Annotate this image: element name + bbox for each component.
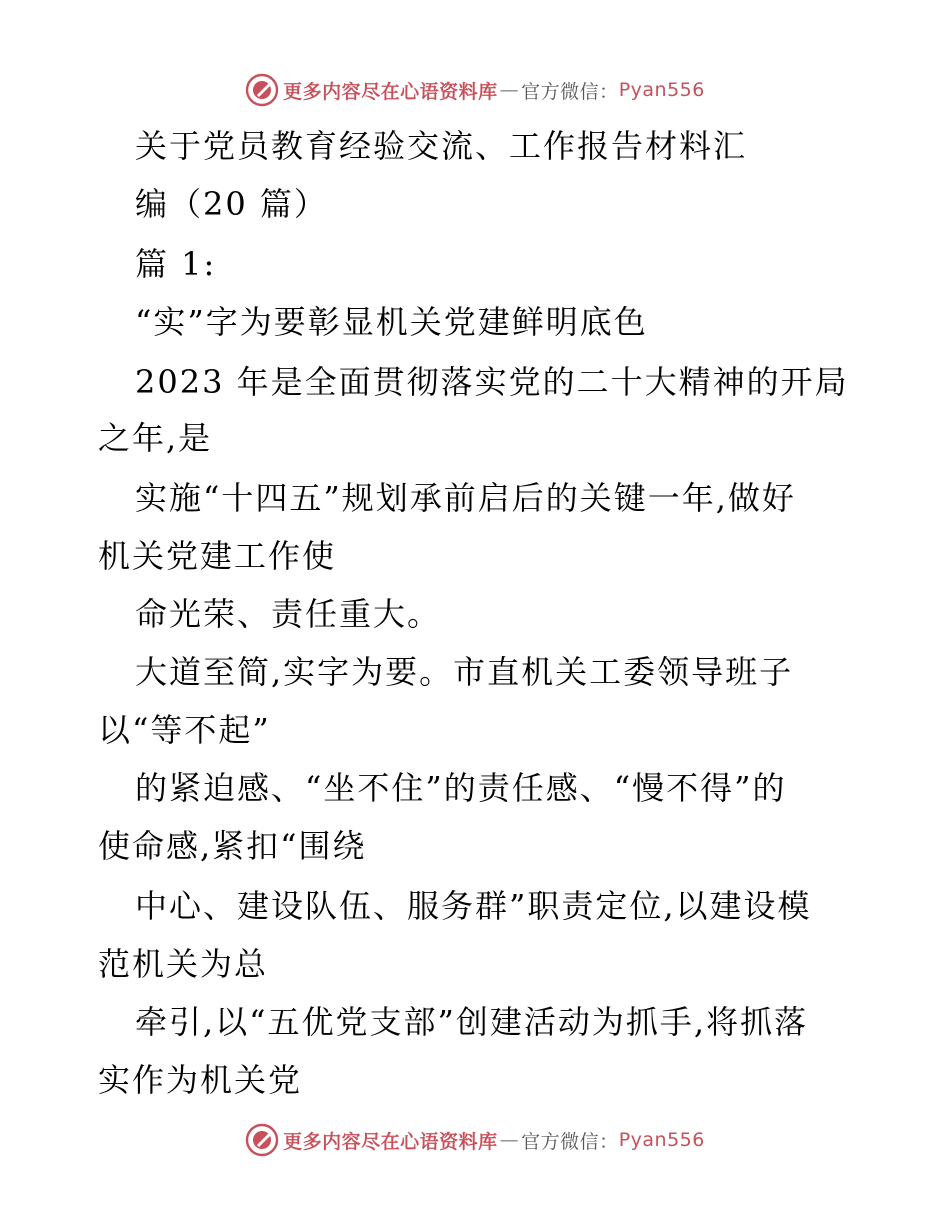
article-title: “实”字为要彰显机关党建鲜明底色 [135, 303, 648, 341]
banner-official-label: 官方微信： [521, 1130, 619, 1153]
paragraph-line: 命光荣、责任重大。 [135, 595, 442, 633]
paragraph-line: 实作为机关党 [98, 1061, 303, 1099]
banner-wechat-id: Pyan556 [618, 1129, 705, 1151]
doc-title-line-2: 编（20 篇） [135, 185, 328, 223]
banner-brand-text: 更多内容尽在心语资料库 [283, 1130, 498, 1153]
section-heading: 篇 1: [135, 245, 217, 283]
banner-brand-text: 更多内容尽在心语资料库 [283, 80, 498, 103]
paragraph-line: 使命感,紧扣“围绕 [98, 827, 367, 865]
paragraph-line: 机关党建工作使 [98, 537, 337, 575]
paragraph-line: 以“等不起” [98, 711, 271, 749]
pen-logo-icon [245, 73, 279, 107]
banner-official-label: 官方微信： [521, 80, 619, 103]
paragraph-line: 的紧迫感、“坐不住”的责任感、“慢不得”的 [135, 769, 787, 807]
pen-logo-icon [245, 1123, 279, 1157]
banner-wechat-id: Pyan556 [618, 79, 705, 101]
paragraph-line: 大道至简,实字为要。市直机关工委领导班子 [135, 653, 794, 691]
banner-dash: — [499, 79, 520, 101]
paragraph-line: 中心、建设队伍、服务群”职责定位,以建设模 [135, 887, 812, 925]
footer-watermark-banner [0, 1120, 950, 1160]
paragraph-line: 之年,是 [98, 419, 213, 457]
paragraph-line: 范机关为总 [98, 945, 269, 983]
doc-title-line-1: 关于党员教育经验交流、工作报告材料汇 [135, 127, 748, 165]
paragraph-line: 牵引,以“五优党支部”创建活动为抓手,将抓落 [135, 1003, 809, 1041]
banner-dash: — [499, 1129, 520, 1151]
header-watermark-banner [0, 70, 950, 110]
paragraph-line: 2023 年是全面贯彻落实党的二十大精神的开局 [135, 363, 849, 401]
paragraph-line: 实施“十四五”规划承前启后的关键一年,做好 [135, 479, 796, 517]
